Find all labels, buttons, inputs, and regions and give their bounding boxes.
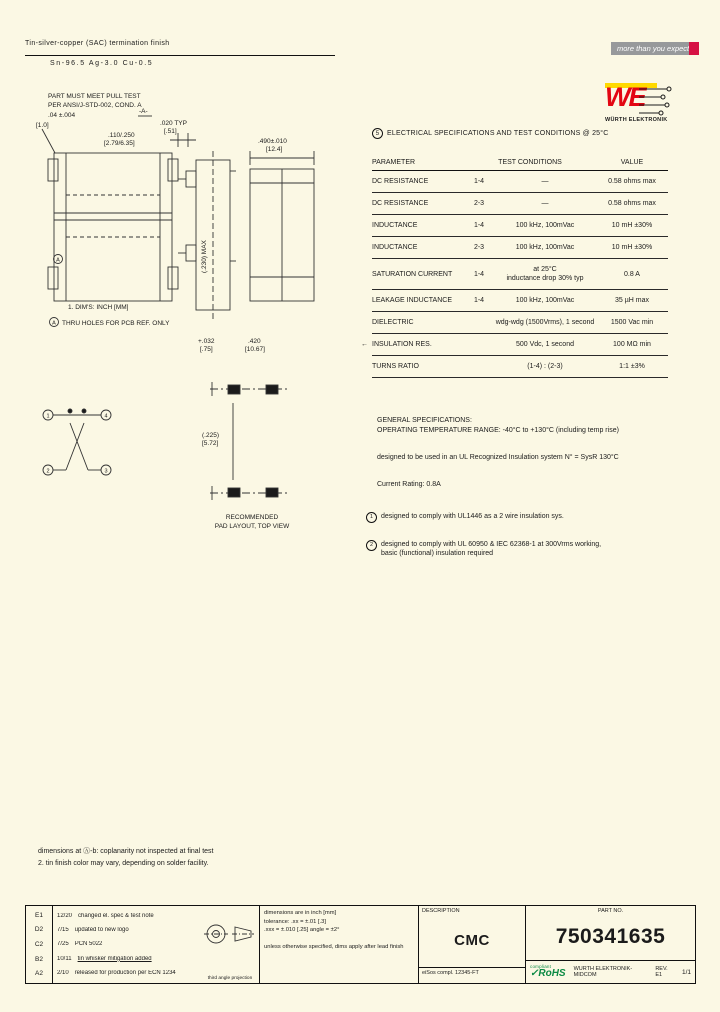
row-pins: 1-4: [473, 178, 485, 185]
row-cond: —: [541, 178, 549, 185]
row-param: DC RESISTANCE: [372, 178, 429, 185]
dim-110-mm: [2.79/6.35]: [104, 140, 135, 147]
dim-020: .020 TYP: [160, 120, 187, 127]
row-param: SATURATION CURRENT: [372, 270, 453, 278]
logo-company-name: WÜRTH ELEKTRONIK: [605, 117, 668, 123]
note-a-marker: A: [52, 320, 56, 327]
rev-desc: tin whisker mitigation added: [77, 955, 152, 962]
rev-flag-icon: 5: [372, 128, 383, 139]
tolerance-line-4: unless otherwise specified, dims apply after lead finish: [264, 943, 404, 950]
row-value: 0.58 ohms max: [608, 200, 656, 207]
row-cond: 100 kHz, 100mVac: [515, 297, 575, 304]
company-line: WURTH ELEKTRONIK-MIDCOM: [573, 966, 633, 978]
dim-020-mm: [.51]: [164, 128, 177, 135]
row-pins: 2-3: [473, 244, 485, 251]
row-value: 35 µH max: [615, 297, 649, 304]
pad-dim-top-right: .420: [248, 338, 261, 345]
rev-desc: PCN 5022: [74, 941, 103, 948]
row-pins: 1-4: [473, 270, 485, 278]
row-pins: 1-4: [473, 222, 485, 229]
table-row: [372, 193, 668, 215]
finish-note-line2: Sn-96.5 Ag-3.0 Cu-0.5: [50, 60, 154, 67]
row-param: LEAKAGE INDUCTANCE: [372, 297, 452, 304]
general-line-3: Current Rating: 0.8A: [377, 481, 441, 488]
rev-letter: C2: [34, 940, 44, 948]
rev-date: 7/25: [57, 941, 69, 948]
electrical-table: [361, 128, 668, 378]
part-number-value: 750341635: [555, 925, 666, 948]
pad-caption-2: PAD LAYOUT, TOP VIEW: [214, 523, 290, 530]
dimension-drawing: [28, 85, 348, 555]
row-param: TURNS RATIO: [372, 363, 419, 370]
row-value: 10 mH ±30%: [611, 244, 653, 251]
pull-note-2: PER ANSI/J-STD-002, COND. A: [48, 102, 142, 109]
table-row: [372, 259, 668, 290]
dim-height: (.230) MAX: [201, 240, 208, 273]
row-param: DIELECTRIC: [372, 319, 414, 326]
tolerance-line-1: dimensions are in inch [mm]: [264, 910, 337, 916]
pad-dim-top-left: +.032: [198, 338, 215, 345]
footnote-1: [366, 512, 676, 523]
bottom-note-1: dimensions at Ⓐ-b: coplanarity not inspected at final test: [38, 848, 214, 855]
logo-circuit-icon: [639, 85, 675, 117]
footnote-2: [366, 540, 676, 558]
table-header-row: [372, 154, 668, 171]
header-divider: [25, 55, 335, 56]
row-cond-line1: at 25°C: [533, 266, 557, 273]
row-value: 1500 Vac min: [610, 319, 654, 326]
table-row: [372, 171, 668, 193]
pad-dim-left-mm: [5.72]: [202, 440, 219, 447]
rev-letter: B2: [35, 955, 43, 963]
row-value: 1:1 ±3%: [619, 363, 645, 370]
vendor-note: eiSos compl. 12345-FT: [419, 967, 525, 983]
footnote-2-line1: designed to comply with UL 60950 & IEC 62368-1 at 300Vrms working,: [381, 541, 602, 548]
rev-date: 7/15: [57, 927, 69, 934]
description-value: CMC: [454, 932, 490, 949]
dim-04: .04 ±.004: [48, 112, 76, 119]
title-block: [25, 905, 696, 984]
part-number-label: PART NO.: [597, 908, 624, 914]
rev-date: 12/20: [57, 913, 73, 920]
dim-04-mm: [1.0]: [36, 122, 49, 129]
bottom-note-2: 2. tin finish color may vary, depending on solder facility.: [38, 860, 209, 867]
rev-date: 2/10: [57, 969, 69, 976]
row-value: 10 mH ±30%: [611, 222, 653, 229]
approval-strip: [526, 960, 695, 983]
rev-letter: D2: [34, 926, 44, 934]
row-cond: 100 kHz, 100mVac: [515, 222, 575, 229]
row-value: 0.8 A: [624, 270, 640, 278]
rohs-mark: ✓RoHS: [530, 968, 566, 980]
table-row: [372, 356, 668, 378]
rev-date: 10/11: [57, 955, 72, 962]
row-pins: 1-4: [473, 297, 485, 304]
general-line-2: designed to be used in an UL Recognized Insulation system N° = SysR 130°C: [377, 454, 619, 461]
datum-a-label: -A-: [139, 108, 148, 115]
row-cond: wdg-wdg (1500Vrms), 1 second: [495, 319, 595, 326]
part-number-cell: [526, 906, 695, 983]
rev-letter: E1: [35, 911, 43, 919]
drawing-note-1: 1. DIM'S: INCH [MM]: [68, 304, 129, 311]
pin-2-label: 2: [46, 468, 50, 475]
revision-letter-column: [26, 906, 53, 983]
row-cond-line2: inductance drop 30% typ: [506, 275, 584, 282]
row-cond: 100 kHz, 100mVac: [515, 244, 575, 251]
rohs-compliant-text: compliant: [530, 963, 552, 969]
revision-note: REV. E1: [655, 966, 668, 978]
sheet-number: 1/1: [681, 968, 691, 976]
row-param: INDUCTANCE: [372, 222, 418, 229]
pin-4-label: 4: [104, 413, 108, 420]
revision-arrow-icon: ←: [361, 341, 368, 348]
pad-caption-1: RECOMMENDED: [225, 514, 279, 521]
slogan-red-mark: [689, 42, 699, 55]
row-cond: —: [541, 200, 549, 207]
pin-1-label: 1: [46, 413, 50, 420]
row-param: DC RESISTANCE: [372, 200, 429, 207]
electrical-title: ELECTRICAL SPECIFICATIONS AND TEST CONDITIONS @ 25°C: [387, 130, 609, 137]
datum-a-marker: A: [56, 257, 60, 264]
tolerance-line-3: .xxx = ±.010 [.25] angle = ±2°: [264, 927, 340, 933]
pad-dim-top-left-mm: [.75]: [200, 346, 213, 353]
drawing-note-2: THRU HOLES FOR PCB REF. ONLY: [62, 320, 170, 327]
row-cond: (1-4) : (2-3): [527, 363, 563, 370]
row-pins: 2-3: [473, 200, 485, 207]
logo-we-mark: WE: [605, 82, 645, 112]
tolerance-line-2: tolerance: .xx = ±.01 [.3]: [264, 918, 326, 925]
dim-490-mm: [12.4]: [266, 146, 283, 153]
description-label: DESCRIPTION: [422, 908, 460, 914]
row-value: 100 MΩ min: [613, 341, 651, 348]
rev-letter: A2: [35, 970, 43, 978]
general-line-1: OPERATING TEMPERATURE RANGE: -40°C to +130°C (including temp rise): [377, 427, 619, 434]
col-test-conditions: TEST CONDITIONS: [498, 158, 562, 166]
footnote-2-marker: 2: [366, 540, 377, 551]
slogan-badge: more than you expect: [611, 42, 695, 55]
row-cond: 500 Vdc, 1 second: [516, 341, 574, 348]
footnote-1-marker: 1: [366, 512, 377, 523]
dim-110: .110/.250: [108, 132, 135, 139]
pull-note-1: PART MUST MEET PULL TEST: [48, 93, 141, 100]
col-value: VALUE: [620, 158, 644, 166]
rohs-compliant-logo: [530, 965, 566, 980]
table-row: [361, 334, 668, 356]
table-row: [372, 215, 668, 237]
general-heading: GENERAL SPECIFICATIONS:: [377, 417, 472, 424]
dim-490: .490±.010: [258, 138, 287, 145]
row-param: INDUCTANCE: [372, 244, 418, 251]
revision-history: [53, 906, 201, 983]
footnote-2-line2: basic (functional) insulation required: [381, 550, 494, 557]
table-row: [372, 237, 668, 259]
rev-desc: released for production per ECN 1234: [74, 969, 176, 976]
pad-dim-top-right-mm: [10.67]: [245, 346, 265, 353]
projection-cell: [201, 906, 260, 983]
general-specifications: [377, 416, 677, 490]
col-parameter: PARAMETER: [372, 158, 416, 166]
row-value: 0.58 ohms max: [608, 178, 656, 185]
tolerance-cell: [260, 906, 419, 983]
row-param: INSULATION RES.: [372, 341, 432, 348]
pad-dim-left: (.225): [202, 432, 219, 439]
table-row: [372, 290, 668, 312]
finish-note-line1: Tin-silver-copper (SAC) termination finish: [25, 40, 170, 47]
bottom-notes: [38, 846, 213, 870]
rev-desc: changed el. spec & test note: [78, 913, 154, 920]
wuerth-logo: [605, 80, 675, 128]
rev-desc: updated to new logo: [74, 927, 129, 934]
footnote-1-text: designed to comply with UL1446 as a 2 wire insulation sys.: [381, 513, 564, 520]
pin-3-label: 3: [104, 468, 108, 475]
third-angle-projection-icon: [203, 914, 257, 958]
description-cell: [419, 906, 526, 983]
table-row: [372, 312, 668, 334]
projection-label: third angle projection: [207, 976, 253, 981]
